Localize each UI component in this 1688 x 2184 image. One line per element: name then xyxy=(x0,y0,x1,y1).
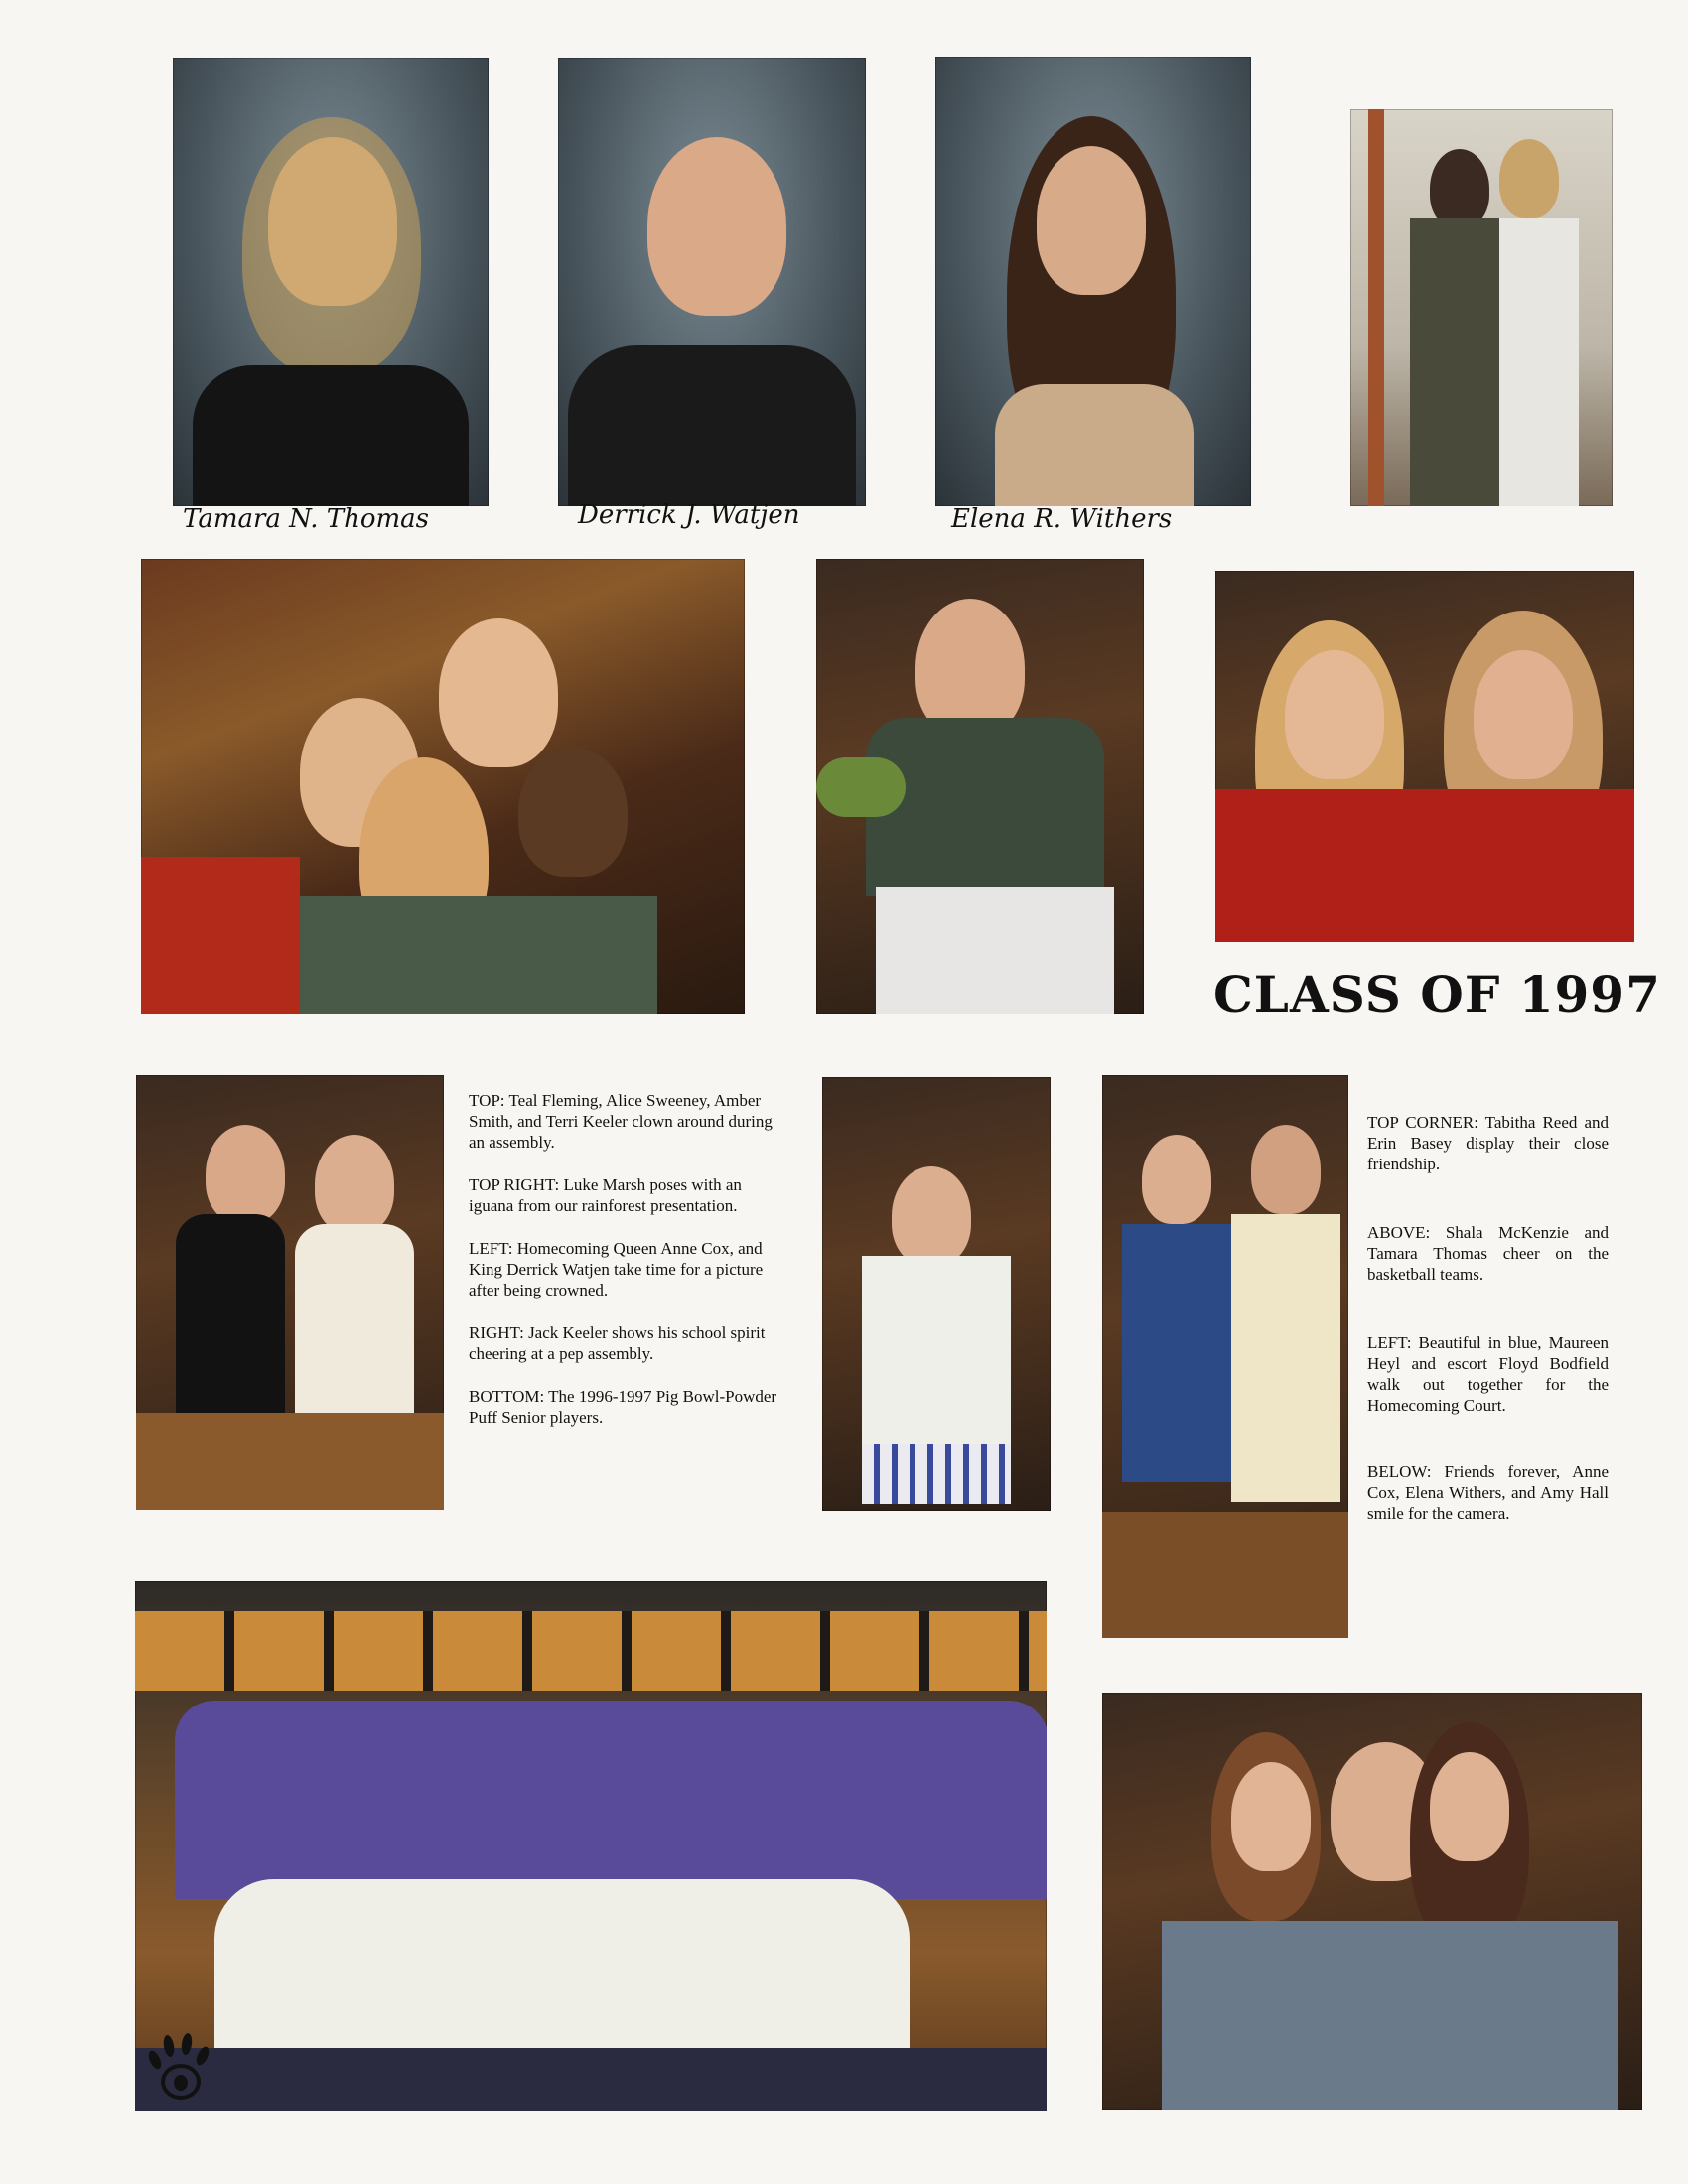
caption-top-right: TOP RIGHT: Luke Marsh poses with an iguana from our rainforest presentation. xyxy=(469,1175,742,1215)
caption-top-corner: TOP CORNER: Tabitha Reed and Erin Basey display their close friendship. xyxy=(1367,1113,1609,1173)
caption-bottom: BOTTOM: The 1996-1997 Pig Bowl-Powder Puff Senior players. xyxy=(469,1387,777,1427)
captions-left xyxy=(469,1090,784,1449)
photo-jack-keeler xyxy=(822,1077,1051,1511)
name-tamara-thomas: Tamara N. Thomas xyxy=(183,504,430,534)
photo-group-assembly xyxy=(141,559,745,1014)
caption-above: ABOVE: Shala McKenzie and Tamara Thomas cheer on the basketball teams. xyxy=(1367,1223,1609,1284)
photo-luke-iguana xyxy=(816,559,1144,1014)
portrait-tamara-thomas xyxy=(173,58,489,506)
caption-below: BELOW: Friends forever, Anne Cox, Elena Withers, and Amy Hall smile for the camera. xyxy=(1367,1462,1609,1523)
portrait-elena-withers xyxy=(935,57,1251,506)
photo-pig-bowl-team xyxy=(135,1581,1047,2111)
photo-maureen-floyd xyxy=(1102,1075,1348,1638)
paw-print-icon xyxy=(141,2030,220,2110)
caption-right: RIGHT: Jack Keeler shows his school spirit cheering at a pep assembly. xyxy=(469,1323,766,1363)
captions-right xyxy=(1367,1112,1609,1546)
caption-left: LEFT: Homecoming Queen Anne Cox, and King Derrick Watjen take time for a picture after being crowned. xyxy=(469,1239,764,1299)
name-derrick-watjen: Derrick J. Watjen xyxy=(578,500,800,530)
photo-shala-tamara xyxy=(1215,571,1634,942)
photo-anne-elena-amy xyxy=(1102,1693,1642,2110)
photo-homecoming-king-queen xyxy=(136,1075,444,1510)
caption-left-court: LEFT: Beautiful in blue, Maureen Heyl and escort Floyd Bodfield walk out together for the Homecoming Court. xyxy=(1367,1333,1609,1415)
name-elena-withers: Elena R. Withers xyxy=(951,504,1173,534)
caption-top: TOP: Teal Fleming, Alice Sweeney, Amber Smith, and Terri Keeler clown around during an assembly. xyxy=(469,1091,773,1152)
page-title: CLASS OF 1997 xyxy=(1213,965,1661,1024)
portrait-derrick-watjen xyxy=(558,58,866,506)
photo-tabitha-erin xyxy=(1350,109,1613,506)
